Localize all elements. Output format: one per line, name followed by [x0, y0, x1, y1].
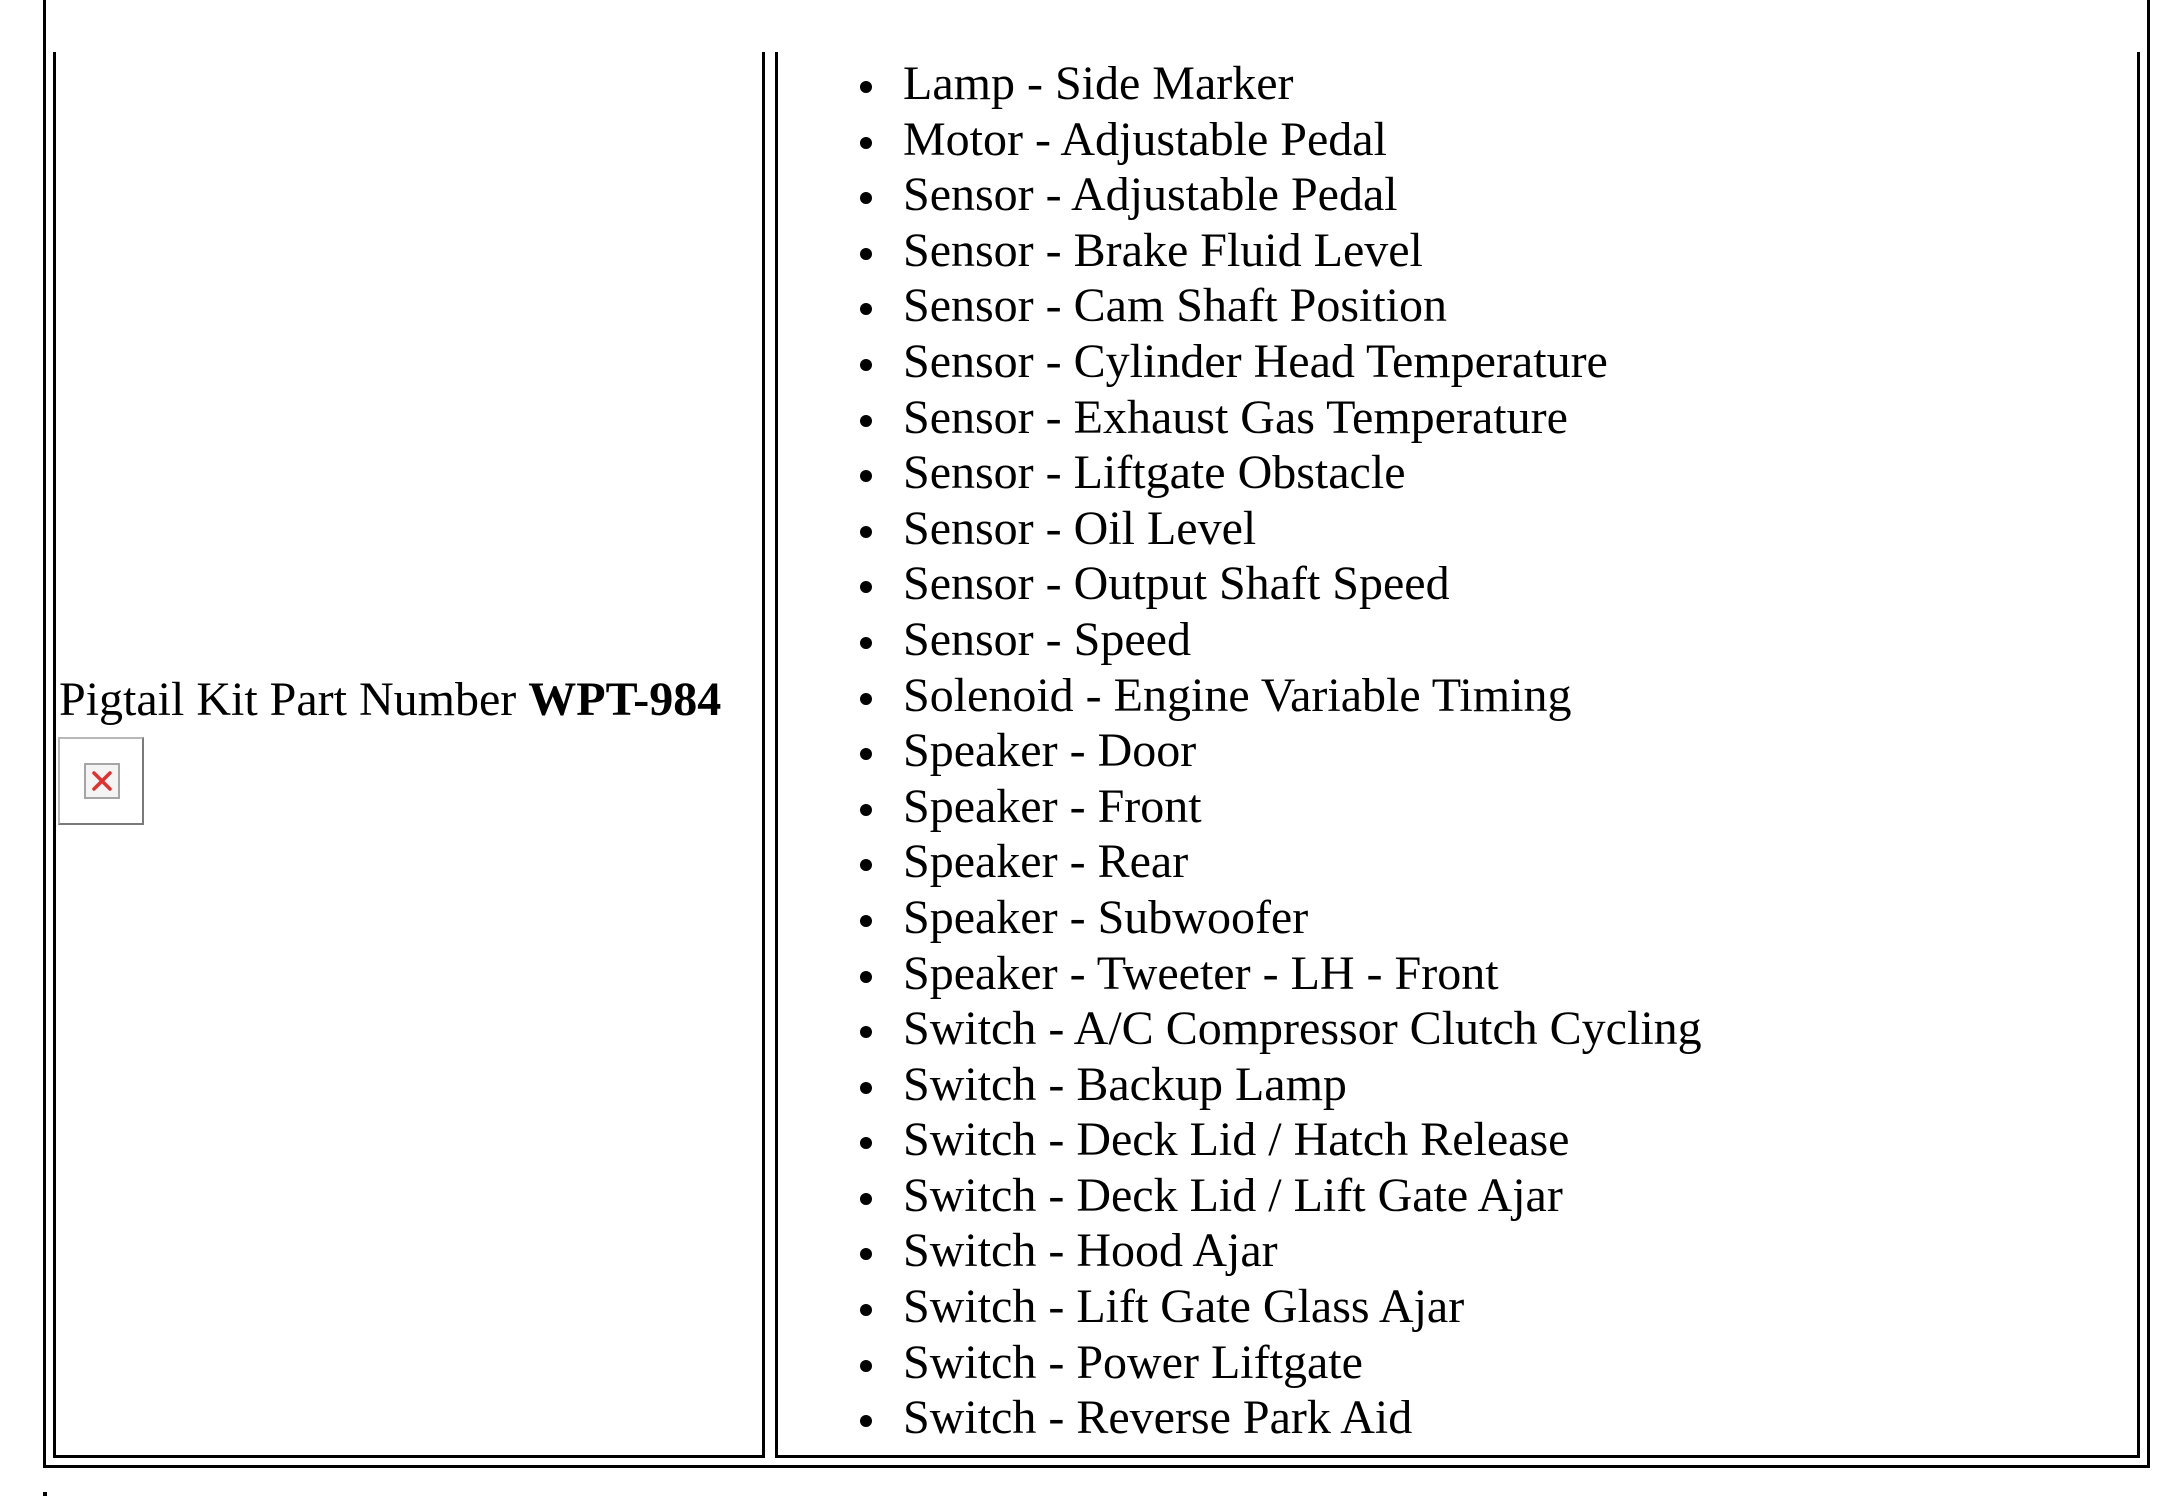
bullet-icon [860, 1304, 872, 1316]
bullet-icon [860, 1360, 872, 1372]
list-item-text: Sensor - Liftgate Obstacle [903, 446, 1406, 500]
kit-cell [53, 52, 765, 1458]
list-item-text: Speaker - Tweeter - LH - Front [903, 946, 1499, 1000]
bullet-icon [860, 1082, 872, 1094]
bullet-icon [860, 1137, 872, 1149]
list-item-text: Sensor - Exhaust Gas Temperature [903, 390, 1568, 444]
list-item [778, 445, 1702, 501]
components-cell [775, 52, 2140, 1458]
list-item [778, 1390, 1702, 1446]
list-item [778, 223, 1702, 279]
bullet-icon [860, 359, 872, 371]
list-item-text: Switch - Lift Gate Glass Ajar [903, 1280, 1465, 1334]
part-number: WPT-984 [528, 673, 722, 726]
kit-label [59, 672, 721, 728]
list-item [778, 56, 1702, 112]
list-item [778, 390, 1702, 446]
bullet-icon [860, 192, 872, 204]
list-item [778, 1279, 1702, 1335]
bullet-icon [860, 915, 872, 927]
list-item-text: Sensor - Cylinder Head Temperature [903, 334, 1608, 388]
list-item-text: Motor - Adjustable Pedal [903, 112, 1387, 166]
parts-table-inner [53, 0, 2140, 1458]
list-item [778, 1001, 1702, 1057]
bullet-icon [860, 637, 872, 649]
list-item-text: Sensor - Output Shaft Speed [903, 557, 1450, 611]
list-item-text: Speaker - Door [903, 724, 1197, 778]
bullet-icon [860, 1026, 872, 1038]
trailing-period [43, 1492, 47, 1496]
list-item-text: Sensor - Brake Fluid Level [903, 223, 1423, 277]
red-x-icon [90, 769, 114, 793]
list-item-text: Speaker - Subwoofer [903, 890, 1309, 944]
bullet-icon [860, 303, 872, 315]
list-item-text: Sensor - Adjustable Pedal [903, 168, 1398, 222]
list-item [778, 668, 1702, 724]
bullet-icon [860, 748, 872, 760]
list-item-text: Solenoid - Engine Variable Timing [903, 668, 1572, 722]
bullet-icon [860, 415, 872, 427]
list-item-text: Speaker - Rear [903, 835, 1189, 889]
list-item [778, 890, 1702, 946]
list-item-text: Switch - Reverse Park Aid [903, 1391, 1413, 1445]
list-item [778, 167, 1702, 223]
list-item [778, 612, 1702, 668]
list-item [778, 1112, 1702, 1168]
list-item [778, 946, 1702, 1002]
list-item-text: Switch - Hood Ajar [903, 1224, 1278, 1278]
list-item-text: Sensor - Cam Shaft Position [903, 279, 1448, 333]
bullet-icon [860, 1415, 872, 1427]
list-item [778, 1335, 1702, 1391]
list-item [778, 779, 1702, 835]
bullet-icon [860, 81, 872, 93]
bullet-icon [860, 470, 872, 482]
bullet-icon [860, 804, 872, 816]
list-item [778, 112, 1702, 168]
broken-image-frame [84, 763, 120, 799]
list-item-text: Switch - Deck Lid / Hatch Release [903, 1113, 1570, 1167]
list-item-text: Speaker - Front [903, 779, 1202, 833]
list-item [778, 278, 1702, 334]
component-list [778, 56, 1702, 1446]
bullet-icon [860, 971, 872, 983]
bullet-icon [860, 248, 872, 260]
bullet-icon [860, 137, 872, 149]
list-item [778, 834, 1702, 890]
list-item-text: Sensor - Speed [903, 612, 1191, 666]
kit-label-text: Pigtail Kit Part Number [59, 673, 529, 726]
list-item-text: Switch - Power Liftgate [903, 1335, 1363, 1389]
bullet-icon [860, 526, 872, 538]
bullet-icon [860, 1248, 872, 1260]
list-item [778, 334, 1702, 390]
bullet-icon [860, 693, 872, 705]
list-item-text: Sensor - Oil Level [903, 501, 1257, 555]
list-item [778, 1168, 1702, 1224]
list-item [778, 1223, 1702, 1279]
list-item [778, 501, 1702, 557]
list-item [778, 1057, 1702, 1113]
list-item-text: Switch - Deck Lid / Lift Gate Ajar [903, 1168, 1563, 1222]
list-item-text: Lamp - Side Marker [903, 57, 1294, 110]
bullet-icon [860, 859, 872, 871]
bullet-icon [860, 1193, 872, 1205]
list-item-text: Switch - A/C Compressor Clutch Cycling [903, 1002, 1702, 1056]
list-item-text: Switch - Backup Lamp [903, 1057, 1347, 1111]
broken-image-icon [58, 737, 144, 825]
bullet-icon [860, 581, 872, 593]
list-item [778, 723, 1702, 779]
list-item [778, 556, 1702, 612]
parts-table [43, 0, 2150, 1468]
